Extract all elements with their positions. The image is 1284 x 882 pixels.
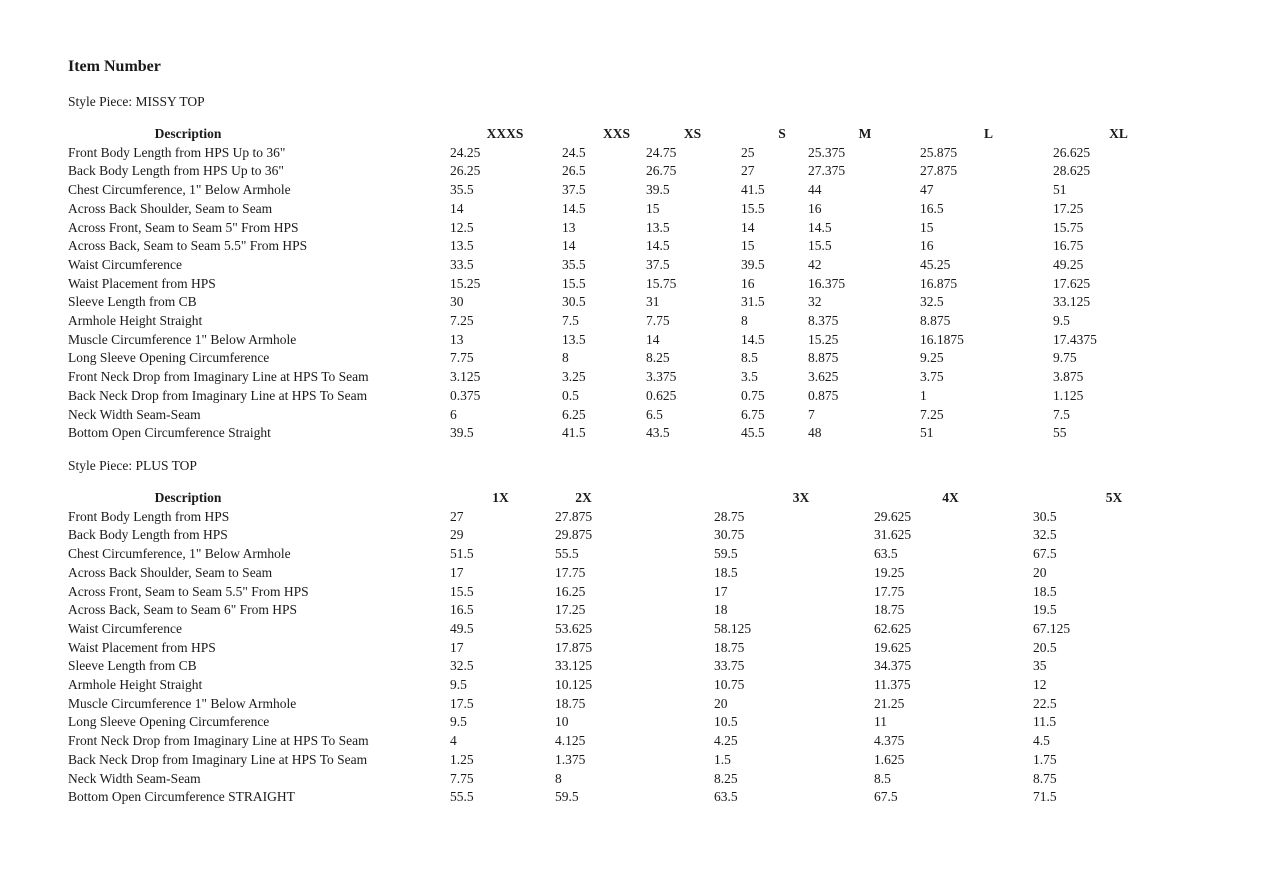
plus-measurement-value: 19.25 xyxy=(874,564,905,580)
plus-measurement-value: 18.5 xyxy=(714,564,738,580)
missy-measurement-value: 26.625 xyxy=(1053,144,1091,160)
plus-measurement-value: 1.375 xyxy=(555,751,586,767)
plus-measurement-value: 4.25 xyxy=(714,733,738,749)
missy-measurement-value: 3.75 xyxy=(920,369,944,385)
plus-measurement-label: Sleeve Length from CB xyxy=(68,658,197,674)
plus-measurement-label: Back Neck Drop from Imaginary Line at HPS To Seam xyxy=(68,751,368,767)
plus-table-row xyxy=(68,601,1158,620)
missy-measurement-label: Back Body Length from HPS Up to 36" xyxy=(68,163,284,179)
plus-measurement-value: 35 xyxy=(1033,658,1047,674)
missy-measurement-value: 14.5 xyxy=(562,200,586,216)
missy-size-table xyxy=(68,125,1178,443)
plus-measurement-value: 19.625 xyxy=(874,639,912,655)
missy-measurement-value: 43.5 xyxy=(646,425,670,441)
missy-measurement-value: 35.5 xyxy=(450,182,474,198)
plus-measurement-value: 53.625 xyxy=(555,620,593,636)
missy-measurement-value: 15.25 xyxy=(450,275,481,291)
missy-measurement-value: 26.75 xyxy=(646,163,677,179)
plus-measurement-label: Front Neck Drop from Imaginary Line at HPS To Seam xyxy=(68,733,369,749)
missy-measurement-value: 44 xyxy=(808,182,822,198)
missy-measurement-value: 8.25 xyxy=(646,350,670,366)
plus-measurement-value: 59.5 xyxy=(714,546,738,562)
plus-table-row xyxy=(68,713,1158,732)
plus-measurement-value: 33.75 xyxy=(714,658,745,674)
missy-header-s: S xyxy=(778,126,786,141)
plus-measurement-value: 27.875 xyxy=(555,508,593,524)
missy-measurement-value: 42 xyxy=(808,256,822,272)
plus-table-row xyxy=(68,770,1158,789)
plus-measurement-value: 18 xyxy=(714,602,728,618)
missy-measurement-value: 24.25 xyxy=(450,144,481,160)
plus-table-row xyxy=(68,508,1158,527)
plus-measurement-value: 20 xyxy=(714,695,728,711)
plus-measurement-value: 67.5 xyxy=(874,789,898,805)
missy-measurement-value: 51 xyxy=(1053,182,1067,198)
plus-measurement-value: 17 xyxy=(450,564,464,580)
missy-measurement-value: 14 xyxy=(562,238,576,254)
plus-measurement-value: 1.625 xyxy=(874,751,905,767)
plus-measurement-label: Neck Width Seam-Seam xyxy=(68,770,201,786)
plus-measurement-value: 1.5 xyxy=(714,751,731,767)
missy-measurement-value: 0.75 xyxy=(741,387,765,403)
missy-measurement-value: 6 xyxy=(450,406,457,422)
missy-table-row xyxy=(68,293,1178,312)
plus-measurement-value: 28.75 xyxy=(714,508,745,524)
plus-table-row xyxy=(68,526,1158,545)
missy-table-row xyxy=(68,219,1178,238)
missy-measurement-value: 32 xyxy=(808,294,822,310)
plus-measurement-value: 4.125 xyxy=(555,733,586,749)
missy-measurement-value: 8.875 xyxy=(808,350,839,366)
missy-table-row xyxy=(68,331,1178,350)
missy-measurement-value: 3.875 xyxy=(1053,369,1084,385)
plus-table-row xyxy=(68,751,1158,770)
missy-measurement-value: 1 xyxy=(920,387,927,403)
missy-measurement-value: 3.25 xyxy=(562,369,586,385)
missy-measurement-value: 0.375 xyxy=(450,387,481,403)
missy-measurement-value: 15 xyxy=(646,200,660,216)
missy-measurement-value: 16 xyxy=(808,200,822,216)
missy-measurement-label: Armhole Height Straight xyxy=(68,313,203,329)
missy-measurement-value: 41.5 xyxy=(741,182,765,198)
plus-measurement-value: 51.5 xyxy=(450,546,474,562)
missy-measurement-value: 13.5 xyxy=(450,238,474,254)
plus-measurement-label: Armhole Height Straight xyxy=(68,677,203,693)
plus-measurement-value: 18.75 xyxy=(874,602,905,618)
missy-measurement-value: 24.75 xyxy=(646,144,677,160)
missy-measurement-value: 8.875 xyxy=(920,313,951,329)
plus-measurement-value: 15.5 xyxy=(450,583,474,599)
missy-measurement-value: 48 xyxy=(808,425,822,441)
plus-measurement-value: 17.75 xyxy=(874,583,905,599)
missy-measurement-value: 17.4375 xyxy=(1053,331,1097,347)
missy-measurement-value: 3.375 xyxy=(646,369,677,385)
plus-header-row xyxy=(68,489,1158,508)
missy-measurement-value: 7 xyxy=(808,406,815,422)
missy-measurement-value: 33.125 xyxy=(1053,294,1091,310)
plus-measurement-value: 4 xyxy=(450,733,457,749)
plus-measurement-value: 59.5 xyxy=(555,789,579,805)
missy-measurement-label: Across Back Shoulder, Seam to Seam xyxy=(68,200,273,216)
missy-measurement-label: Sleeve Length from CB xyxy=(68,294,197,310)
missy-header-xxs: XXS xyxy=(602,126,630,141)
missy-measurement-value: 13.5 xyxy=(562,331,586,347)
plus-measurement-value: 20 xyxy=(1033,564,1047,580)
plus-measurement-value: 4.5 xyxy=(1033,733,1050,749)
item-number-heading: Item Number xyxy=(68,58,161,75)
missy-table-row xyxy=(68,181,1178,200)
plus-measurement-value: 17 xyxy=(450,639,464,655)
missy-measurement-label: Front Body Length from HPS Up to 36" xyxy=(68,144,286,160)
plus-header-4x: 4X xyxy=(942,490,959,505)
plus-measurement-value: 71.5 xyxy=(1033,789,1057,805)
missy-measurement-value: 16 xyxy=(741,275,755,291)
missy-measurement-value: 13.5 xyxy=(646,219,670,235)
missy-measurement-value: 32.5 xyxy=(920,294,944,310)
missy-measurement-label: Muscle Circumference 1" Below Armhole xyxy=(68,331,297,347)
missy-measurement-value: 35.5 xyxy=(562,256,586,272)
plus-table-row xyxy=(68,657,1158,676)
plus-measurement-value: 67.5 xyxy=(1033,546,1057,562)
missy-measurement-value: 15.75 xyxy=(1053,219,1084,235)
missy-measurement-value: 37.5 xyxy=(562,182,586,198)
plus-measurement-value: 21.25 xyxy=(874,695,905,711)
plus-measurement-value: 10.75 xyxy=(714,677,745,693)
missy-table-row xyxy=(68,312,1178,331)
missy-measurement-value: 45.5 xyxy=(741,425,765,441)
plus-measurement-value: 17 xyxy=(714,583,728,599)
missy-table-row xyxy=(68,424,1178,443)
plus-measurement-value: 29.875 xyxy=(555,527,593,543)
plus-measurement-value: 55.5 xyxy=(555,546,579,562)
plus-table-row xyxy=(68,545,1158,564)
missy-measurement-value: 7.75 xyxy=(450,350,474,366)
missy-header-xxxs: XXXS xyxy=(486,126,524,141)
plus-measurement-label: Across Back Shoulder, Seam to Seam xyxy=(68,564,273,580)
plus-table-row xyxy=(68,695,1158,714)
plus-measurement-label: Bottom Open Circumference STRAIGHT xyxy=(68,789,295,805)
missy-measurement-value: 16 xyxy=(920,238,934,254)
missy-measurement-value: 9.5 xyxy=(1053,313,1070,329)
plus-measurement-label: Across Back, Seam to Seam 6" From HPS xyxy=(68,602,297,618)
plus-measurement-label: Across Front, Seam to Seam 5.5" From HPS xyxy=(68,583,309,599)
missy-measurement-value: 8.5 xyxy=(741,350,758,366)
missy-measurement-value: 3.125 xyxy=(450,369,481,385)
plus-measurement-value: 18.75 xyxy=(555,695,586,711)
missy-header-m: M xyxy=(858,126,872,141)
missy-measurement-value: 14 xyxy=(450,200,464,216)
missy-measurement-value: 6.75 xyxy=(741,406,765,422)
plus-measurement-label: Muscle Circumference 1" Below Armhole xyxy=(68,695,297,711)
missy-measurement-value: 27.875 xyxy=(920,163,958,179)
missy-measurement-value: 31.5 xyxy=(741,294,765,310)
missy-table-row xyxy=(68,256,1178,275)
plus-measurement-label: Front Body Length from HPS xyxy=(68,508,230,524)
plus-measurement-value: 63.5 xyxy=(714,789,738,805)
missy-measurement-value: 7.25 xyxy=(920,406,944,422)
missy-measurement-value: 8.375 xyxy=(808,313,839,329)
plus-measurement-value: 9.5 xyxy=(450,677,467,693)
plus-measurement-value: 17.75 xyxy=(555,564,586,580)
plus-measurement-value: 8 xyxy=(555,770,562,786)
plus-table-row xyxy=(68,732,1158,751)
plus-measurement-value: 67.125 xyxy=(1033,620,1071,636)
plus-measurement-value: 9.5 xyxy=(450,714,467,730)
missy-measurement-label: Back Neck Drop from Imaginary Line at HPS To Seam xyxy=(68,387,368,403)
missy-measurement-label: Waist Placement from HPS xyxy=(68,275,216,291)
missy-measurement-value: 13 xyxy=(562,219,576,235)
plus-measurement-value: 49.5 xyxy=(450,620,474,636)
style-piece-plus-label: Style Piece: PLUS TOP xyxy=(68,458,197,473)
missy-table-row xyxy=(68,368,1178,387)
plus-measurement-value: 10.125 xyxy=(555,677,593,693)
plus-measurement-value: 32.5 xyxy=(1033,527,1057,543)
missy-measurement-value: 7.25 xyxy=(450,313,474,329)
missy-measurement-value: 17.25 xyxy=(1053,200,1084,216)
plus-measurement-value: 18.75 xyxy=(714,639,745,655)
plus-measurement-value: 11 xyxy=(874,714,887,730)
plus-measurement-value: 1.25 xyxy=(450,751,474,767)
missy-table-row xyxy=(68,162,1178,181)
missy-measurement-value: 45.25 xyxy=(920,256,951,272)
missy-measurement-value: 13 xyxy=(450,331,464,347)
missy-measurement-value: 16.75 xyxy=(1053,238,1084,254)
missy-measurement-value: 25.875 xyxy=(920,144,958,160)
missy-measurement-label: Bottom Open Circumference Straight xyxy=(68,425,271,441)
missy-table-row xyxy=(68,387,1178,406)
plus-measurement-value: 32.5 xyxy=(450,658,474,674)
missy-measurement-value: 33.5 xyxy=(450,256,474,272)
plus-measurement-value: 62.625 xyxy=(874,620,912,636)
missy-table-row xyxy=(68,275,1178,294)
missy-measurement-value: 28.625 xyxy=(1053,163,1091,179)
plus-measurement-value: 29 xyxy=(450,527,464,543)
missy-measurement-value: 0.875 xyxy=(808,387,839,403)
style-piece-missy-label: Style Piece: MISSY TOP xyxy=(68,94,205,109)
plus-measurement-value: 8.25 xyxy=(714,770,738,786)
missy-measurement-value: 6.25 xyxy=(562,406,586,422)
missy-header-l: L xyxy=(983,126,993,141)
missy-measurement-value: 16.375 xyxy=(808,275,846,291)
missy-measurement-value: 39.5 xyxy=(646,182,670,198)
missy-measurement-value: 15.5 xyxy=(741,200,765,216)
missy-measurement-label: Waist Circumference xyxy=(68,256,182,272)
plus-measurement-value: 31.625 xyxy=(874,527,912,543)
missy-measurement-label: Neck Width Seam-Seam xyxy=(68,406,201,422)
plus-measurement-value: 19.5 xyxy=(1033,602,1057,618)
plus-measurement-value: 63.5 xyxy=(874,546,898,562)
missy-measurement-value: 15.75 xyxy=(646,275,677,291)
missy-measurement-value: 30.5 xyxy=(562,294,586,310)
missy-measurement-value: 14 xyxy=(646,331,660,347)
plus-measurement-value: 17.875 xyxy=(555,639,593,655)
missy-measurement-value: 27 xyxy=(741,163,755,179)
missy-measurement-value: 1.125 xyxy=(1053,387,1084,403)
missy-measurement-value: 9.75 xyxy=(1053,350,1077,366)
plus-measurement-value: 12 xyxy=(1033,677,1047,693)
missy-measurement-value: 16.1875 xyxy=(920,331,964,347)
missy-measurement-value: 7.75 xyxy=(646,313,670,329)
missy-measurement-value: 9.25 xyxy=(920,350,944,366)
plus-table-row xyxy=(68,676,1158,695)
plus-measurement-value: 7.75 xyxy=(450,770,474,786)
missy-measurement-value: 17.625 xyxy=(1053,275,1091,291)
plus-measurement-value: 10.5 xyxy=(714,714,738,730)
plus-measurement-value: 11.375 xyxy=(874,677,911,693)
missy-measurement-value: 39.5 xyxy=(450,425,474,441)
missy-measurement-value: 51 xyxy=(920,425,934,441)
missy-measurement-value: 55 xyxy=(1053,425,1067,441)
missy-measurement-value: 26.5 xyxy=(562,163,586,179)
missy-measurement-value: 25.375 xyxy=(808,144,846,160)
missy-measurement-value: 14.5 xyxy=(808,219,832,235)
missy-measurement-value: 47 xyxy=(920,182,934,198)
plus-table-row xyxy=(68,564,1158,583)
missy-measurement-value: 24.5 xyxy=(562,144,586,160)
missy-measurement-value: 14 xyxy=(741,219,755,235)
plus-header-5x: 5X xyxy=(1105,490,1123,505)
missy-measurement-value: 3.5 xyxy=(741,369,758,385)
plus-measurement-value: 17.5 xyxy=(450,695,474,711)
missy-measurement-value: 3.625 xyxy=(808,369,839,385)
plus-measurement-label: Waist Placement from HPS xyxy=(68,639,216,655)
missy-measurement-value: 30 xyxy=(450,294,464,310)
plus-measurement-value: 16.25 xyxy=(555,583,586,599)
plus-measurement-value: 11.5 xyxy=(1033,714,1057,730)
plus-measurement-value: 16.5 xyxy=(450,602,474,618)
plus-measurement-label: Long Sleeve Opening Circumference xyxy=(68,714,270,730)
plus-table-row xyxy=(68,788,1158,807)
missy-measurement-value: 15.5 xyxy=(808,238,832,254)
plus-measurement-value: 30.5 xyxy=(1033,508,1057,524)
missy-measurement-label: Chest Circumference, 1" Below Armhole xyxy=(68,182,291,198)
plus-measurement-value: 8.75 xyxy=(1033,770,1057,786)
plus-header-1x: 1X xyxy=(492,490,509,505)
plus-size-table xyxy=(68,489,1158,807)
plus-measurement-value: 17.25 xyxy=(555,602,586,618)
missy-measurement-value: 15 xyxy=(920,219,934,235)
missy-measurement-value: 8 xyxy=(562,350,569,366)
plus-measurement-value: 27 xyxy=(450,508,464,524)
missy-table-row xyxy=(68,144,1178,163)
plus-measurement-label: Waist Circumference xyxy=(68,620,182,636)
missy-measurement-value: 25 xyxy=(741,144,755,160)
missy-measurement-value: 15.5 xyxy=(562,275,586,291)
plus-measurement-value: 33.125 xyxy=(555,658,593,674)
missy-measurement-value: 7.5 xyxy=(1053,406,1070,422)
missy-table-row xyxy=(68,200,1178,219)
plus-measurement-value: 58.125 xyxy=(714,620,752,636)
missy-measurement-value: 12.5 xyxy=(450,219,474,235)
missy-measurement-value: 15 xyxy=(741,238,755,254)
plus-measurement-value: 20.5 xyxy=(1033,639,1057,655)
plus-measurement-value: 1.75 xyxy=(1033,751,1057,767)
plus-measurement-label: Back Body Length from HPS xyxy=(68,527,228,543)
missy-table-row xyxy=(68,237,1178,256)
plus-measurement-value: 8.5 xyxy=(874,770,891,786)
missy-measurement-value: 16.875 xyxy=(920,275,958,291)
missy-measurement-value: 16.5 xyxy=(920,200,944,216)
missy-measurement-label: Across Front, Seam to Seam 5" From HPS xyxy=(68,219,299,235)
plus-table-row xyxy=(68,639,1158,658)
missy-measurement-value: 26.25 xyxy=(450,163,481,179)
plus-table-row xyxy=(68,583,1158,602)
plus-table-row xyxy=(68,620,1158,639)
missy-measurement-value: 14.5 xyxy=(741,331,765,347)
plus-measurement-label: Chest Circumference, 1" Below Armhole xyxy=(68,546,291,562)
missy-measurement-value: 15.25 xyxy=(808,331,839,347)
plus-measurement-value: 55.5 xyxy=(450,789,474,805)
missy-measurement-value: 7.5 xyxy=(562,313,579,329)
plus-measurement-value: 18.5 xyxy=(1033,583,1057,599)
missy-measurement-value: 31 xyxy=(646,294,660,310)
plus-measurement-value: 30.75 xyxy=(714,527,745,543)
missy-table-row xyxy=(68,406,1178,425)
missy-measurement-value: 14.5 xyxy=(646,238,670,254)
missy-header-description: Description xyxy=(154,126,222,141)
plus-measurement-value: 10 xyxy=(555,714,569,730)
plus-measurement-value: 22.5 xyxy=(1033,695,1057,711)
plus-measurement-value: 29.625 xyxy=(874,508,912,524)
missy-header-xs: XS xyxy=(683,126,702,141)
missy-table-row xyxy=(68,349,1178,368)
missy-measurement-value: 8 xyxy=(741,313,748,329)
missy-measurement-label: Across Back, Seam to Seam 5.5" From HPS xyxy=(68,238,308,254)
plus-header-2x: 2X xyxy=(575,490,592,505)
missy-measurement-label: Long Sleeve Opening Circumference xyxy=(68,350,270,366)
missy-measurement-value: 0.5 xyxy=(562,387,579,403)
plus-header-3x: 3X xyxy=(792,490,810,505)
missy-header-row xyxy=(68,125,1178,144)
missy-measurement-label: Front Neck Drop from Imaginary Line at HPS To Seam xyxy=(68,369,369,385)
missy-measurement-value: 49.25 xyxy=(1053,256,1084,272)
missy-measurement-value: 27.375 xyxy=(808,163,846,179)
plus-measurement-value: 34.375 xyxy=(874,658,912,674)
missy-measurement-value: 0.625 xyxy=(646,387,677,403)
missy-measurement-value: 41.5 xyxy=(562,425,586,441)
plus-measurement-value: 4.375 xyxy=(874,733,905,749)
plus-header-description: Description xyxy=(154,490,222,505)
missy-measurement-value: 6.5 xyxy=(646,406,663,422)
missy-measurement-value: 37.5 xyxy=(646,256,670,272)
missy-measurement-value: 39.5 xyxy=(741,256,765,272)
missy-header-xl: XL xyxy=(1109,126,1128,141)
